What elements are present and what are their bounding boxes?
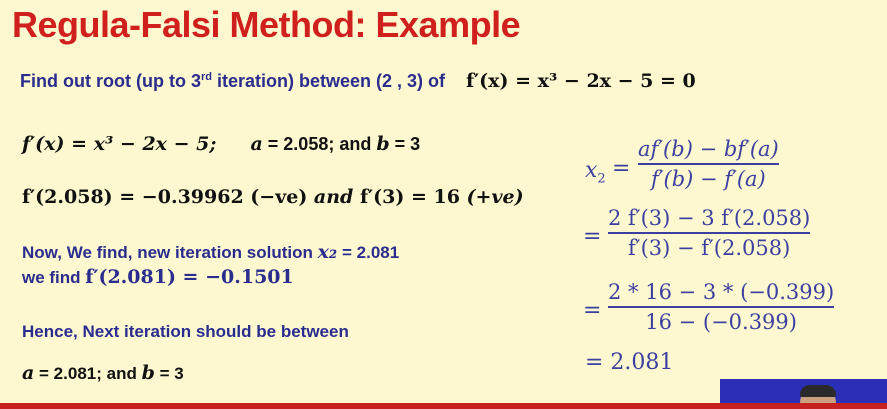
- formula-step-2: [608, 206, 810, 260]
- new-solution-text: Now, We find, new iteration solution: [22, 243, 318, 262]
- formula-lhs: [585, 158, 606, 186]
- formula-equals-2: =: [583, 224, 602, 249]
- given-line: [22, 133, 420, 155]
- step1-numerator: af′(b) − bf′(a): [638, 137, 779, 161]
- b-value: = 3: [389, 134, 421, 154]
- step3-denominator: 16 − (−0.399): [645, 310, 797, 334]
- step1-denominator: f′(b) − f′(a): [650, 167, 766, 191]
- step3-numerator: 2 * 16 − 3 * (−0.399): [608, 280, 835, 304]
- a-value: = 2.058; and: [262, 134, 377, 154]
- conclusion-line: [22, 322, 349, 342]
- function-definition: f′(x) = x³ − 2x − 5;: [22, 133, 217, 155]
- step3-fraction-bar: [608, 306, 834, 308]
- slide-title: Regula-Falsi Method: Example: [12, 4, 521, 45]
- step2-fraction-bar: [608, 232, 810, 234]
- evaluation-line: [22, 186, 524, 208]
- new-interval-line: [22, 362, 184, 384]
- x2-value: = 2.081: [337, 243, 400, 262]
- new-b-value: = 3: [154, 364, 184, 383]
- new-a-variable: a: [22, 362, 35, 384]
- f-of-x2-line: [22, 266, 294, 288]
- b-variable: b: [376, 133, 390, 155]
- new-a-value: = 2.081; and: [34, 364, 142, 383]
- step2-numerator: 2 f′(3) − 3 f′(2.058): [608, 206, 811, 230]
- f-of-x2-text: we find: [22, 268, 86, 287]
- new-solution-line: [22, 241, 399, 263]
- step2-denominator: f′(3) − f′(2.058): [628, 236, 791, 260]
- conclusion-text: Hence, Next iteration should be between: [22, 322, 349, 341]
- formula-step-1: [638, 137, 779, 191]
- f-of-a: f′(2.058) = −0.39962 (−ve): [22, 186, 308, 208]
- problem-equation: f′(x) = x³ − 2x − 5 = 0: [466, 70, 696, 92]
- bottom-accent-bar: [0, 403, 887, 409]
- f-of-x2-value: f′(2.081) = −0.1501: [85, 266, 294, 288]
- problem-text-2: iteration) between (2 , 3) of: [211, 71, 445, 91]
- formula-equals-3: =: [583, 298, 602, 323]
- x-subscript: 2: [597, 171, 606, 187]
- step1-fraction-bar: [638, 163, 779, 165]
- presenter-hair: [800, 385, 836, 397]
- problem-sup: rd: [200, 71, 212, 83]
- x2-variable: x₂: [317, 241, 338, 263]
- and-word: and: [307, 186, 360, 208]
- new-b-variable: b: [141, 362, 155, 384]
- formula-result: = 2.081: [585, 350, 674, 375]
- x-variable: x: [585, 158, 598, 183]
- positive-marker: (+ve): [459, 186, 524, 208]
- formula-equals-1: =: [612, 156, 631, 181]
- problem-text: Find out root (up to 3: [20, 71, 201, 91]
- a-variable: a: [250, 133, 263, 155]
- problem-statement: [20, 70, 696, 92]
- formula-step-3: [608, 280, 834, 334]
- f-of-b: f′(3) = 16: [359, 186, 460, 208]
